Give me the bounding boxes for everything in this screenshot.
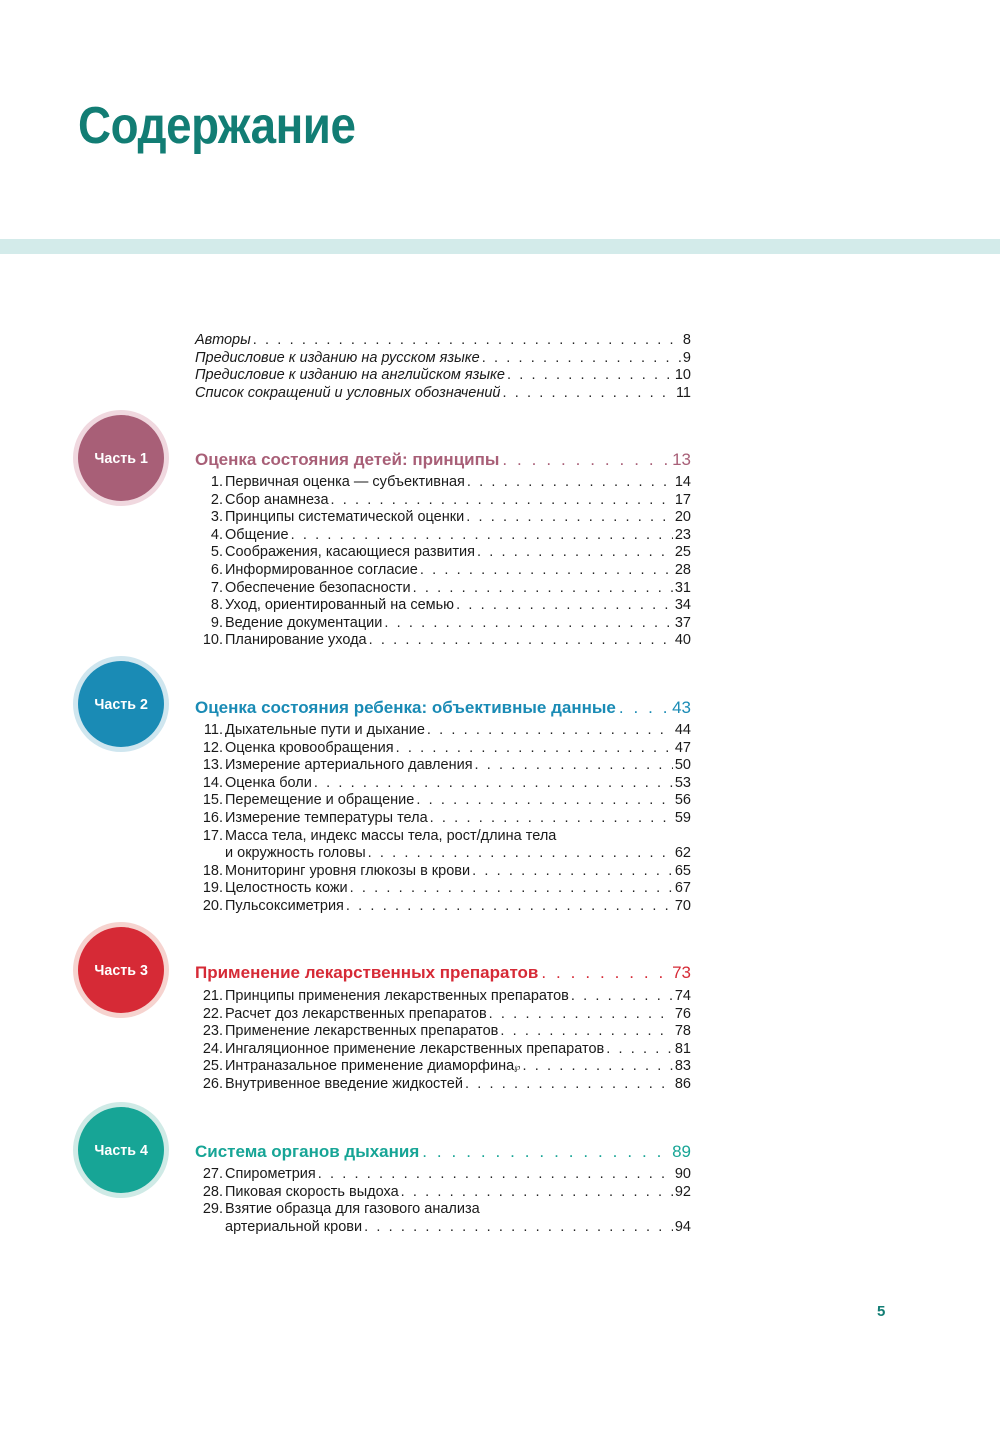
part-heading-objective-data[interactable] [195, 697, 691, 719]
part-heading-respiratory[interactable] [195, 1141, 691, 1163]
chapter-title: Принципы систематической оценки [225, 509, 465, 526]
toc-entry-page: 11 [675, 384, 691, 401]
dot-leader [422, 1141, 669, 1163]
chapter-list [195, 474, 691, 650]
chapter-list [195, 988, 691, 1094]
chapter-list [195, 1166, 691, 1236]
dot-leader [502, 385, 673, 403]
dot-leader [456, 597, 673, 615]
chapter-number: 23. [202, 1023, 223, 1040]
part-badge [78, 661, 164, 747]
dot-leader [368, 845, 673, 863]
chapter-number: 25. [202, 1058, 223, 1075]
chapter-page: 76 [674, 1005, 691, 1022]
toc-chapter-entry[interactable] [195, 580, 691, 598]
toc-entry-label: Список сокращений и условных обозначений [195, 384, 501, 401]
chapter-title: Пиковая скорость выдоха [225, 1183, 399, 1200]
dot-leader [318, 1166, 673, 1184]
chapter-title: артериальной крови [225, 1218, 363, 1235]
chapter-number: 9. [210, 614, 223, 631]
dot-leader [427, 722, 673, 740]
dot-leader [475, 757, 673, 775]
chapter-number: 16. [202, 809, 223, 826]
toc-chapter-entry[interactable] [195, 509, 691, 527]
toc-chapter-entry[interactable] [195, 863, 691, 881]
toc-entry-label: Предисловие к изданию на русском языке [195, 349, 480, 366]
chapter-title: Целостность кожи [225, 880, 348, 897]
toc-chapter-entry[interactable] [195, 1184, 691, 1202]
chapter-title: Оценка кровообращения [225, 739, 394, 756]
chapter-number: 11. [203, 722, 223, 738]
chapter-page: 83 [674, 1058, 691, 1075]
toc-chapter-entry[interactable] [195, 1201, 691, 1236]
part-heading-page: 73 [672, 963, 691, 982]
toc-chapter-entry[interactable] [195, 757, 691, 775]
chapter-list [195, 722, 691, 916]
toc-chapter-entry[interactable] [195, 544, 691, 562]
toc-chapter-entry[interactable] [195, 1058, 691, 1076]
toc-chapter-entry[interactable] [195, 722, 691, 740]
part-heading-title: Система органов дыхания [195, 1142, 420, 1161]
chapter-title: Расчет доз лекарственных препаратов [225, 1005, 487, 1022]
chapter-title: Внутривенное введение жидкостей [225, 1075, 463, 1092]
chapter-number: 4. [210, 526, 223, 543]
toc-entry-page: 8 [682, 332, 691, 348]
chapter-page: 31 [674, 579, 691, 596]
toc-chapter-entry[interactable] [195, 597, 691, 615]
dot-leader [401, 1184, 673, 1202]
toc-chapter-entry[interactable] [195, 898, 691, 916]
part-badge [78, 927, 164, 1013]
chapter-page: 53 [674, 774, 691, 791]
chapter-page: 40 [674, 632, 691, 649]
toc-chapter-entry[interactable] [195, 1041, 691, 1059]
toc-chapter-entry[interactable] [195, 792, 691, 810]
chapter-page: 92 [674, 1183, 691, 1200]
chapter-title: Обеспечение безопасности [225, 579, 411, 596]
chapter-number: 28. [202, 1183, 223, 1200]
part-heading-title: Применение лекарственных препаратов [195, 963, 539, 982]
dot-leader [350, 880, 673, 898]
chapter-page: 56 [674, 792, 691, 809]
chapter-page: 28 [674, 561, 691, 578]
chapter-number: 29. [202, 1201, 223, 1218]
part-heading-medications[interactable] [195, 962, 691, 984]
title-divider-band [0, 239, 1000, 254]
dot-leader [416, 792, 673, 810]
chapter-page: 17 [674, 491, 691, 508]
dot-leader [396, 740, 673, 758]
chapter-title: Спирометрия [225, 1166, 316, 1182]
chapter-page: 70 [674, 897, 691, 914]
part-heading-children-principles[interactable] [195, 449, 691, 471]
chapter-page: 47 [674, 739, 691, 756]
chapter-title: Измерение температуры тела [225, 809, 428, 826]
dot-leader [477, 544, 673, 562]
toc-chapter-entry[interactable] [195, 988, 691, 1006]
dot-leader [489, 1006, 673, 1024]
dot-leader [482, 350, 681, 368]
toc-chapter-entry[interactable] [195, 492, 691, 510]
chapter-title: Первичная оценка — субъективная [225, 474, 465, 490]
chapter-title: Интраназальное применение диаморфина [225, 1058, 515, 1075]
chapter-number: 2. [210, 491, 223, 508]
dot-leader [369, 632, 673, 650]
dot-leader [465, 1076, 673, 1094]
toc-entry-authors[interactable] [195, 332, 691, 350]
toc-chapter-entry[interactable] [195, 632, 691, 650]
chapter-title: Общение [225, 526, 289, 543]
chapter-page: 74 [674, 988, 691, 1004]
toc-entry-label: Авторы [195, 332, 251, 348]
dot-leader [541, 962, 669, 984]
dot-leader [466, 509, 673, 527]
chapter-title: Измерение артериального давления [225, 757, 473, 774]
chapter-number: 20. [202, 897, 223, 914]
part-badge-label: Часть 4 [94, 1141, 148, 1159]
chapter-title: Масса тела, индекс массы тела, рост/длина тела [225, 827, 557, 844]
part-heading-title: Оценка состояния детей: принципы [195, 450, 500, 469]
dot-leader [253, 332, 681, 350]
toc-chapter-entry[interactable] [195, 474, 691, 492]
chapter-title: Перемещение и обращение [225, 792, 415, 809]
dot-leader [467, 474, 673, 492]
dot-leader [571, 988, 673, 1006]
part-heading-page: 43 [672, 698, 691, 717]
dot-leader [331, 492, 673, 510]
toc-chapter-entry[interactable] [195, 1076, 691, 1094]
dot-leader [384, 615, 673, 633]
toc-chapter-entry[interactable] [195, 527, 691, 545]
chapter-page: 20 [674, 509, 691, 526]
toc-chapter-entry[interactable] [195, 880, 691, 898]
chapter-number: 19. [202, 880, 223, 897]
chapter-number: 7. [210, 579, 223, 596]
chapter-page: 37 [674, 614, 691, 631]
chapter-page: 86 [674, 1075, 691, 1092]
chapter-number: 22. [202, 1005, 223, 1022]
dot-leader [507, 367, 673, 385]
chapter-title: Применение лекарственных препаратов [225, 1023, 499, 1040]
toc-chapter-entry[interactable] [195, 1006, 691, 1024]
chapter-title: Принципы применения лекарственных препаратов [225, 988, 569, 1004]
toc-chapter-entry[interactable] [195, 1166, 691, 1184]
chapter-title: Оценка боли [225, 774, 312, 791]
chapter-number: 15. [202, 792, 223, 809]
toc-chapter-entry[interactable] [195, 775, 691, 793]
dot-leader [500, 1023, 672, 1041]
part-badge [78, 1107, 164, 1193]
chapter-page: 65 [674, 862, 691, 879]
chapter-title: Мониторинг уровня глюкозы в крови [225, 862, 471, 879]
chapter-number: 8. [210, 597, 223, 614]
part-badge [78, 415, 164, 501]
dot-leader [606, 1041, 673, 1059]
chapter-page: 25 [674, 544, 691, 561]
part-heading-title: Оценка состояния ребенка: объективные данные [195, 698, 616, 717]
chapter-number: 27. [202, 1166, 223, 1182]
toc-chapter-entry[interactable] [195, 740, 691, 758]
dot-leader [413, 580, 673, 598]
front-matter-list [195, 332, 691, 402]
dot-leader [346, 898, 673, 916]
chapter-title: Ведение документации [225, 614, 383, 631]
chapter-number: 13. [202, 757, 223, 774]
chapter-title: Дыхательные пути и дыхание [225, 722, 425, 738]
chapter-title: Взятие образца для газового анализа [225, 1201, 480, 1218]
chapter-title: Пульсоксиметрия [225, 897, 344, 914]
chapter-page: 59 [674, 809, 691, 826]
page-title: Содержание [78, 97, 356, 155]
chapter-number: 24. [202, 1040, 223, 1057]
toc-chapter-entry[interactable] [195, 562, 691, 580]
dot-leader [291, 527, 673, 545]
chapter-number: 21. [202, 988, 223, 1004]
chapter-page: 67 [674, 880, 691, 897]
chapter-page: 50 [674, 757, 691, 774]
toc-entry-preface-english[interactable] [195, 367, 691, 385]
chapter-page: 23 [674, 526, 691, 543]
dot-leader [619, 697, 669, 719]
toc-entry-page: 10 [674, 367, 691, 384]
chapter-title: Ингаляционное применение лекарственных препаратов [225, 1040, 605, 1057]
toc-chapter-entry[interactable] [195, 1023, 691, 1041]
toc-entry-page: 9 [682, 349, 691, 366]
dot-leader [522, 1058, 672, 1076]
chapter-number: 12. [202, 739, 223, 756]
part-heading-page: 89 [672, 1142, 691, 1161]
toc-entry-abbreviations[interactable] [195, 385, 691, 403]
dot-leader [430, 810, 673, 828]
chapter-page: 94 [674, 1218, 691, 1235]
dot-leader [314, 775, 673, 793]
dot-leader [502, 449, 669, 471]
chapter-title: Информированное согласие [225, 561, 418, 578]
chapter-number: 10. [202, 632, 223, 649]
chapter-number: 6. [210, 561, 223, 578]
toc-entry-label: Предисловие к изданию на английском языке [195, 367, 505, 384]
chapter-page: 62 [674, 845, 691, 862]
footnote-mark: ℘ [514, 1062, 521, 1073]
toc-entry-preface-russian[interactable] [195, 350, 691, 368]
chapter-title: и окружность головы [225, 845, 366, 862]
page-number: 5 [877, 1303, 886, 1320]
dot-leader [364, 1219, 673, 1237]
chapter-page: 44 [674, 722, 691, 738]
chapter-title: Сбор анамнеза [225, 491, 329, 508]
chapter-number: 14. [202, 774, 223, 791]
part-heading-page: 13 [672, 450, 691, 469]
chapter-number: 17. [202, 827, 223, 844]
chapter-number: 26. [202, 1075, 223, 1092]
toc-chapter-entry[interactable] [195, 810, 691, 828]
chapter-page: 34 [674, 597, 691, 614]
part-badge-label: Часть 2 [94, 695, 148, 713]
toc-chapter-entry[interactable] [195, 828, 691, 863]
part-badge-label: Часть 1 [94, 449, 148, 467]
chapter-page: 14 [674, 474, 691, 490]
part-badge-label: Часть 3 [94, 961, 148, 979]
chapter-page: 78 [674, 1023, 691, 1040]
chapter-title: Соображения, касающиеся развития [225, 544, 475, 561]
toc-chapter-entry[interactable] [195, 615, 691, 633]
chapter-number: 3. [210, 509, 223, 526]
chapter-title: Планирование ухода [225, 632, 367, 649]
chapter-number: 1. [210, 474, 223, 490]
chapter-title: Уход, ориентированный на семью [225, 597, 455, 614]
chapter-page: 90 [674, 1166, 691, 1182]
chapter-page: 81 [674, 1040, 691, 1057]
chapter-number: 5. [210, 544, 223, 561]
dot-leader [420, 562, 673, 580]
chapter-number: 18. [202, 862, 223, 879]
dot-leader [472, 863, 673, 881]
